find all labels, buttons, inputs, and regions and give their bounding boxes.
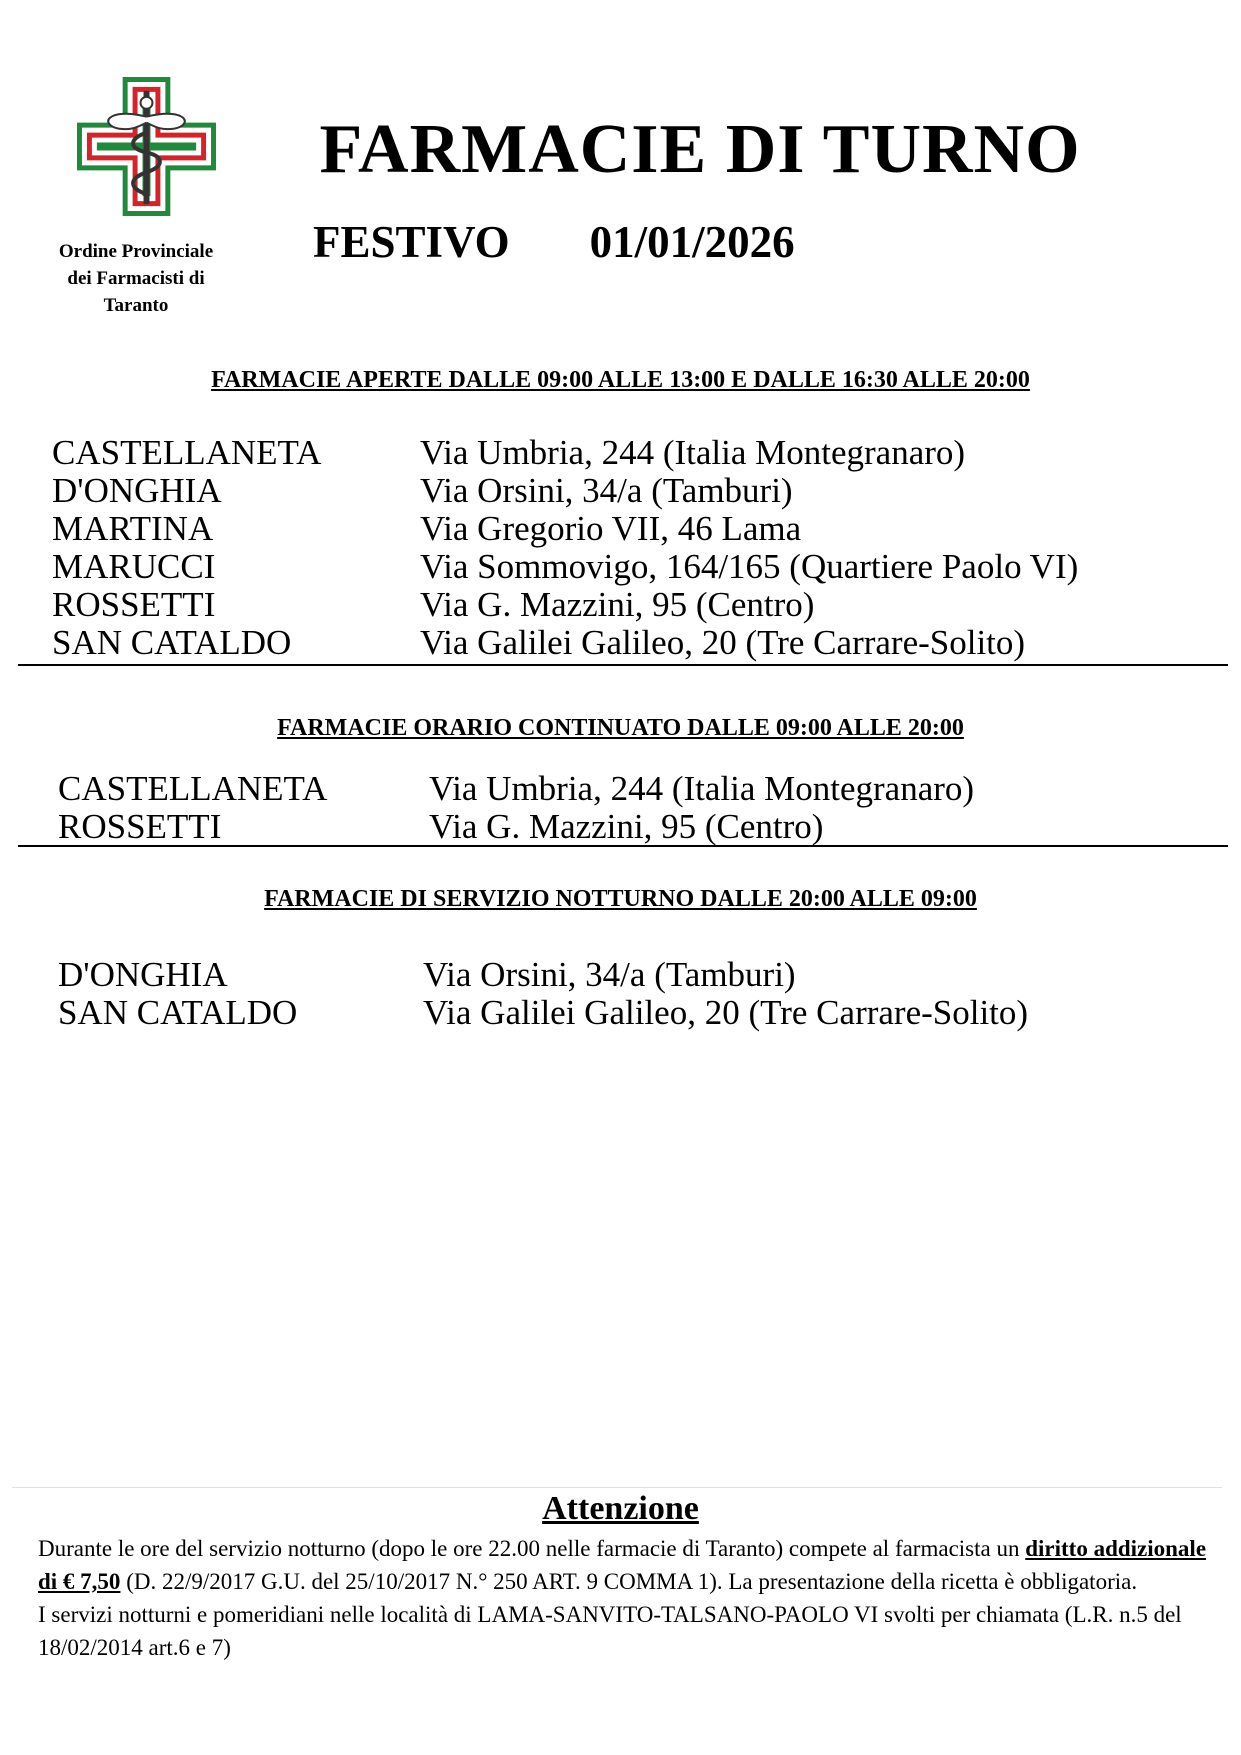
- section-heading-continuous: FARMACIE ORARIO CONTINUATO DALLE 09:00 ALLE 20:00: [277, 715, 964, 741]
- pharmacy-address: Via Umbria, 244 (Italia Montegranaro): [420, 433, 966, 472]
- pharmacy-list-night: [0, 956, 1241, 1032]
- pharmacy-name: CASTELLANETA: [58, 769, 328, 808]
- notice-text: (D. 22/9/2017 G.U. del 25/10/2017 N.° 250 ART. 9 COMMA 1). La presentazione della ricetta è obbligatoria.: [120, 1569, 1138, 1594]
- pharmacy-name: D'ONGHIA: [58, 955, 228, 994]
- list-item: [0, 510, 1241, 548]
- organization-line: dei Farmacisti di: [67, 268, 205, 289]
- day-type: FESTIVO: [313, 217, 510, 267]
- pharmacy-address: Via Galilei Galileo, 20 (Tre Carrare-Solito): [420, 623, 1026, 662]
- notice-surcharge: diritto addizionale di € 7,50: [38, 1536, 1207, 1594]
- pharmacy-name: D'ONGHIA: [52, 471, 222, 510]
- pharmacy-address: Via Orsini, 34/a (Tamburi): [420, 471, 793, 510]
- organization-line: Ordine Provinciale: [58, 241, 214, 262]
- list-item: [0, 770, 1241, 808]
- list-item: [0, 548, 1241, 586]
- section-heading-night: FARMACIE DI SERVIZIO NOTTURNO DALLE 20:00 ALLE 09:00: [264, 886, 977, 912]
- pharmacy-name: MARUCCI: [52, 547, 216, 586]
- notice-paragraph: [38, 1532, 1218, 1598]
- divider: [18, 664, 1228, 666]
- section-heading-daytime: FARMACIE APERTE DALLE 09:00 ALLE 13:00 E DALLE 16:30 ALLE 20:00: [211, 367, 1030, 393]
- organization-line: Taranto: [103, 295, 169, 316]
- pharmacy-cross-caduceus-logo: [77, 77, 216, 216]
- list-item: [0, 956, 1241, 994]
- pharmacy-name: CASTELLANETA: [52, 433, 322, 472]
- pharmacy-name: SAN CATALDO: [58, 993, 298, 1032]
- pharmacy-list-continuous: [0, 770, 1241, 846]
- pharmacy-name: MARTINA: [52, 509, 214, 548]
- pharmacy-name: ROSSETTI: [52, 585, 216, 624]
- page-title: FARMACIE DI TURNO: [319, 111, 1081, 188]
- divider: [18, 845, 1228, 847]
- pharmacy-address: Via G. Mazzini, 95 (Centro): [420, 585, 815, 624]
- pharmacy-address: Via Gregorio VII, 46 Lama: [420, 509, 802, 548]
- pharmacy-address: Via Umbria, 244 (Italia Montegranaro): [429, 769, 975, 808]
- pharmacy-address: Via Galilei Galileo, 20 (Tre Carrare-Solito): [423, 993, 1029, 1032]
- subtitle: [313, 212, 913, 272]
- date: 01/01/2026: [589, 217, 795, 267]
- pharmacy-address: Via Orsini, 34/a (Tamburi): [423, 955, 796, 994]
- notice-text: Durante le ore del servizio notturno (dopo le ore 22.00 nelle farmacie di Taranto) compete al farmacista un: [38, 1536, 1026, 1561]
- pharmacy-address: Via G. Mazzini, 95 (Centro): [429, 807, 824, 846]
- pharmacy-name: ROSSETTI: [58, 807, 222, 846]
- list-item: [0, 472, 1241, 510]
- pharmacy-name: SAN CATALDO: [52, 623, 292, 662]
- pharmacy-address: Via Sommovigo, 164/165 (Quartiere Paolo VI): [420, 547, 1079, 586]
- list-item: [0, 994, 1241, 1032]
- notice-title: Attenzione: [542, 1490, 699, 1527]
- list-item: [0, 624, 1241, 662]
- organization-name: [30, 238, 242, 319]
- list-item: [0, 434, 1241, 472]
- notice-paragraph: I servizi notturni e pomeridiani nelle località di LAMA-SANVITO-TALSANO-PAOLO VI svolti per chiamata (L.R. n.5 del 18/02/2014 art.6 e 7): [38, 1602, 1182, 1660]
- list-item: [0, 808, 1241, 846]
- list-item: [0, 586, 1241, 624]
- notice-body: [38, 1532, 1218, 1664]
- pharmacy-list-daytime: [0, 434, 1241, 662]
